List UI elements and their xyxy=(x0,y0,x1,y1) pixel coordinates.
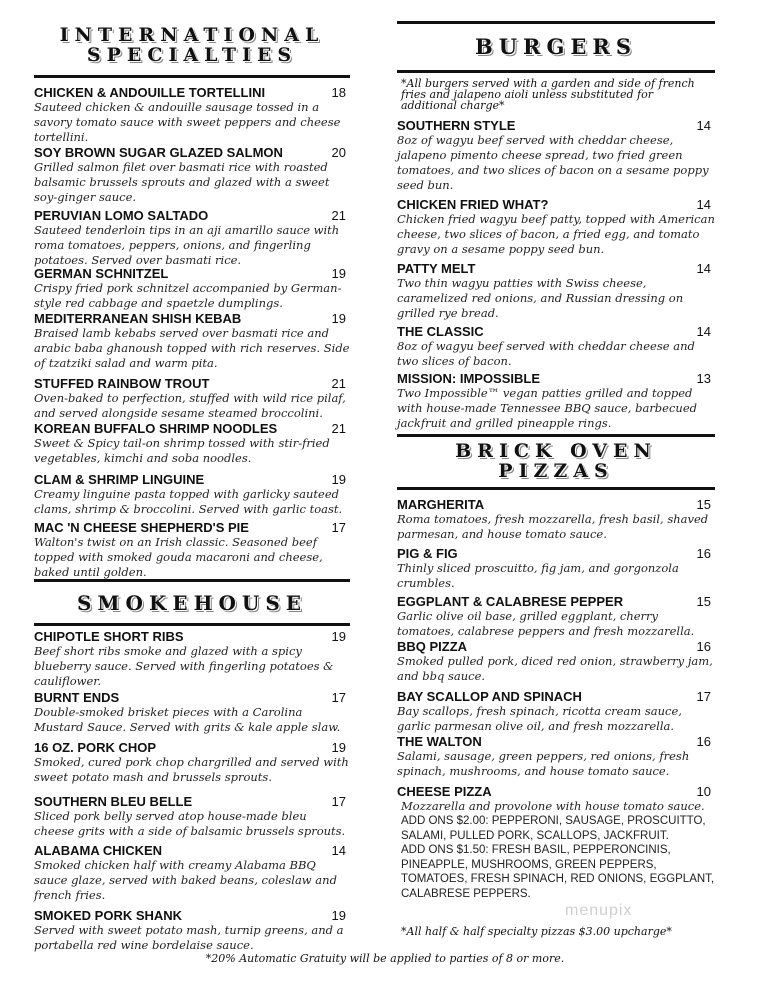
item-name: MAC 'N CHEESE SHEPHERD'S PIE xyxy=(34,520,249,535)
item-description: Two thin wagyu patties with Swiss cheese, caramelized red onions, and Russian dressing on grilled rye bread. xyxy=(397,276,684,320)
item-name: BURNT ENDS xyxy=(34,690,120,705)
item-description: Beef short ribs smoke and glazed with a spicy blueberry sauce. Served with fingerling potatoes & cauliflower. xyxy=(34,644,334,688)
menu-item xyxy=(34,208,350,268)
menu-item xyxy=(397,734,715,779)
item-description: Grilled salmon filet over basmati rice with roasted balsamic brussels sprouts and glazed with a sweet soy-ginger sauce. xyxy=(34,160,330,204)
divider xyxy=(397,434,715,437)
item-description: Roma tomatoes, fresh mozzarella, fresh basil, shaved parmesan, and house tomato sauce. xyxy=(397,512,709,541)
item-name: SOY BROWN SUGAR GLAZED SALMON xyxy=(34,145,283,160)
item-name: SMOKED PORK SHANK xyxy=(34,908,183,923)
item-price: 16 xyxy=(696,734,711,749)
item-price: 14 xyxy=(696,261,711,276)
item-price: 10 xyxy=(696,784,711,799)
item-description: 8oz of wagyu beef served with cheddar cheese, jalapeno pimento cheese spread, two fried green tomatoes, and two slices of bacon on a sesame poppy seed bun. xyxy=(397,133,709,192)
item-name: BAY SCALLOP AND SPINACH xyxy=(397,689,582,704)
item-description: Sweet & Spicy tail-on shrimp tossed with stir-fried vegetables, kimchi and soba noodles. xyxy=(34,436,330,465)
pizzas-title: BRICK OVEN PIZZAS xyxy=(455,440,657,482)
menu-item xyxy=(397,324,715,369)
item-name: CHIPOTLE SHORT RIBS xyxy=(34,629,184,644)
menu-item xyxy=(397,546,715,591)
item-name: THE WALTON xyxy=(397,734,482,749)
item-name: KOREAN BUFFALO SHRIMP NOODLES xyxy=(34,421,278,436)
item-name: SOUTHERN STYLE xyxy=(397,118,516,133)
menu-item xyxy=(397,197,715,257)
item-description: Sauteed chicken & andouille sausage tossed in a savory tomato sauce with sweet peppers and cheese tortellini. xyxy=(34,100,341,144)
menu-item xyxy=(34,794,350,839)
item-name: EGGPLANT & CALABRESE PEPPER xyxy=(397,594,624,609)
item-description: Sliced pork belly served atop house-made bleu cheese grits with a side of balsamic brussels sprouts. xyxy=(34,809,346,838)
item-price: 18 xyxy=(331,85,346,100)
item-price: 21 xyxy=(331,208,346,223)
item-description: Smoked pulled pork, diced red onion, strawberry jam, and bbq sauce. xyxy=(397,654,713,683)
menu-item xyxy=(397,261,715,321)
item-price: 19 xyxy=(331,629,346,644)
menu-item xyxy=(34,85,350,145)
item-price: 19 xyxy=(331,266,346,281)
addons-150: ADD ONS $1.50: FRESH BASIL, PEPPERONCINIS, PINEAPPLE, MUSHROOMS, GREEN PEPPERS, TOMATOES, FRESH SPINACH, RED ONIONS, EGGPLANT, CALABRESE PEPPERS. xyxy=(401,844,715,900)
item-price: 21 xyxy=(331,376,346,391)
item-name: SOUTHERN BLEU BELLE xyxy=(34,794,193,809)
menu-item xyxy=(397,118,715,193)
item-name: STUFFED RAINBOW TROUT xyxy=(34,376,210,391)
item-price: 15 xyxy=(696,594,711,609)
menu-item xyxy=(34,843,350,903)
menu-item xyxy=(34,376,350,421)
item-description: Smoked chicken half with creamy Alabama BBQ sauce glaze, served with baked beans, coleslaw and french fries. xyxy=(34,858,337,902)
divider xyxy=(397,487,715,490)
item-name: 16 OZ. PORK CHOP xyxy=(34,740,157,755)
menu-item xyxy=(34,311,350,371)
item-description: Served with sweet potato mash, turnip greens, and a portabella red wine bordelaise sauce. xyxy=(34,923,344,952)
item-price: 14 xyxy=(696,324,711,339)
item-description: Thinly sliced proscuitto, fig jam, and gorgonzola crumbles. xyxy=(397,561,679,590)
menu-item xyxy=(397,497,715,542)
menu-item xyxy=(397,371,715,431)
divider xyxy=(397,21,715,24)
menu-item xyxy=(34,740,350,785)
item-price: 14 xyxy=(331,843,346,858)
item-price: 16 xyxy=(696,546,711,561)
item-description: Chicken fried wagyu beef patty, topped with American cheese, two slices of bacon, a fried egg, and tomato gravy on a sesame poppy seed bun. xyxy=(397,212,715,256)
item-price: 14 xyxy=(696,197,711,212)
item-price: 13 xyxy=(696,371,711,386)
item-description: Creamy linguine pasta topped with garlicky sauteed clams, shrimp & broccolini. Served with garlic toast. xyxy=(34,487,343,516)
item-name: CHICKEN FRIED WHAT? xyxy=(397,197,549,212)
menu-item xyxy=(34,908,350,953)
divider xyxy=(34,75,350,78)
burgers-note: *All burgers served with a garden and side of french fries and jalapeno aioli unless substituted for additional charge* xyxy=(401,77,695,112)
item-name: PIG & FIG xyxy=(397,546,458,561)
item-description: Bay scallops, fresh spinach, ricotta cream sauce, garlic parmesan olive oil, and fresh mozzarella. xyxy=(397,704,682,733)
item-price: 17 xyxy=(331,690,346,705)
item-price: 20 xyxy=(331,145,346,160)
item-name: CHICKEN & ANDOUILLE TORTELLINI xyxy=(34,85,266,100)
item-description: 8oz of wagyu beef served with cheddar cheese and two slices of bacon. xyxy=(397,339,695,368)
item-name: BBQ PIZZA xyxy=(397,639,468,654)
menu-item xyxy=(397,594,715,639)
item-price: 16 xyxy=(696,639,711,654)
item-name: GERMAN SCHNITZEL xyxy=(34,266,169,281)
item-name: ALABAMA CHICKEN xyxy=(34,843,163,858)
menu-item xyxy=(34,629,350,689)
menu-item xyxy=(34,145,350,205)
menu-item xyxy=(34,421,350,466)
addons-2: ADD ONS $2.00: PEPPERONI, SAUSAGE, PROSCUITTO, SALAMI, PULLED PORK, SCALLOPS, JACKFRUIT. xyxy=(401,815,706,842)
item-price: 15 xyxy=(696,497,711,512)
smokehouse-title: SMOKEHOUSE xyxy=(76,591,308,615)
item-description: Walton's twist on an Irish classic. Seasoned beef topped with smoked gouda macaroni and cheese, baked until golden. xyxy=(34,535,323,579)
watermark-text: menupix xyxy=(565,902,633,919)
menu-item xyxy=(34,266,350,311)
menu-item xyxy=(397,689,715,734)
menu-item xyxy=(34,520,350,580)
half-half-note: *All half & half specialty pizzas $3.00 upcharge* xyxy=(401,925,672,938)
gratuity-footer: *20% Automatic Gratuity will be applied to parties of 8 or more. xyxy=(205,952,565,965)
item-description: Garlic olive oil base, grilled eggplant, cherry tomatoes, calabrese peppers and fresh mozzarella. xyxy=(397,609,695,638)
divider xyxy=(34,579,350,582)
menu-item xyxy=(34,690,350,735)
item-price: 19 xyxy=(331,472,346,487)
item-description: Two Impossible™ vegan patties grilled and topped with house-made Tennessee BBQ sauce, barbecued jackfruit and grilled pineapple rings. xyxy=(397,386,697,430)
item-name: THE CLASSIC xyxy=(397,324,484,339)
item-price: 17 xyxy=(696,689,711,704)
divider xyxy=(397,70,715,73)
item-name: CHEESE PIZZA xyxy=(397,784,492,799)
item-price: 19 xyxy=(331,740,346,755)
item-description: Mozzarella and provolone with house tomato sauce. xyxy=(401,799,705,813)
item-description: Smoked, cured pork chop chargrilled and served with sweet potato mash and brussels sprouts. xyxy=(34,755,349,784)
item-price: 14 xyxy=(696,118,711,133)
menu-item xyxy=(397,639,715,684)
item-price: 17 xyxy=(331,794,346,809)
item-name: PERUVIAN LOMO SALTADO xyxy=(34,208,209,223)
item-description: Crispy fried pork schnitzel accompanied by German-style red cabbage and spaetzle dumplings. xyxy=(34,281,342,310)
item-name: MEDITERRANEAN SHISH KEBAB xyxy=(34,311,242,326)
burgers-title: BURGERS xyxy=(474,34,638,59)
item-description: Salami, sausage, green peppers, red onions, fresh spinach, mushrooms, and house tomato sauce. xyxy=(397,749,690,778)
item-price: 17 xyxy=(331,520,346,535)
item-description: Double-smoked brisket pieces with a Carolina Mustard Sauce. Served with grits & kale apple slaw. xyxy=(34,705,341,734)
menu-item xyxy=(397,784,715,901)
divider xyxy=(34,623,350,626)
menu-item xyxy=(34,472,350,517)
item-name: PATTY MELT xyxy=(397,261,476,276)
item-price: 21 xyxy=(331,421,346,436)
item-price: 19 xyxy=(331,311,346,326)
item-description: Braised lamb kebabs served over basmati rice and arabic baba ghanoush topped with rich reserves. Side of tzatziki salad and warm pita. xyxy=(34,326,350,370)
item-price: 19 xyxy=(331,908,346,923)
international-title: INTERNATIONAL SPECIALTIES xyxy=(59,24,325,66)
item-description: Sauteed tenderloin tips in an aji amarillo sauce with roma tomatoes, peppers, onions, and fingerling potatoes. Served over basmati rice. xyxy=(34,223,340,267)
item-name: MARGHERITA xyxy=(397,497,485,512)
item-name: MISSION: IMPOSSIBLE xyxy=(397,371,541,386)
item-name: CLAM & SHRIMP LINGUINE xyxy=(34,472,205,487)
item-description: Oven-baked to perfection, stuffed with wild rice pilaf, and served alongside sesame steamed broccolini. xyxy=(34,391,346,420)
